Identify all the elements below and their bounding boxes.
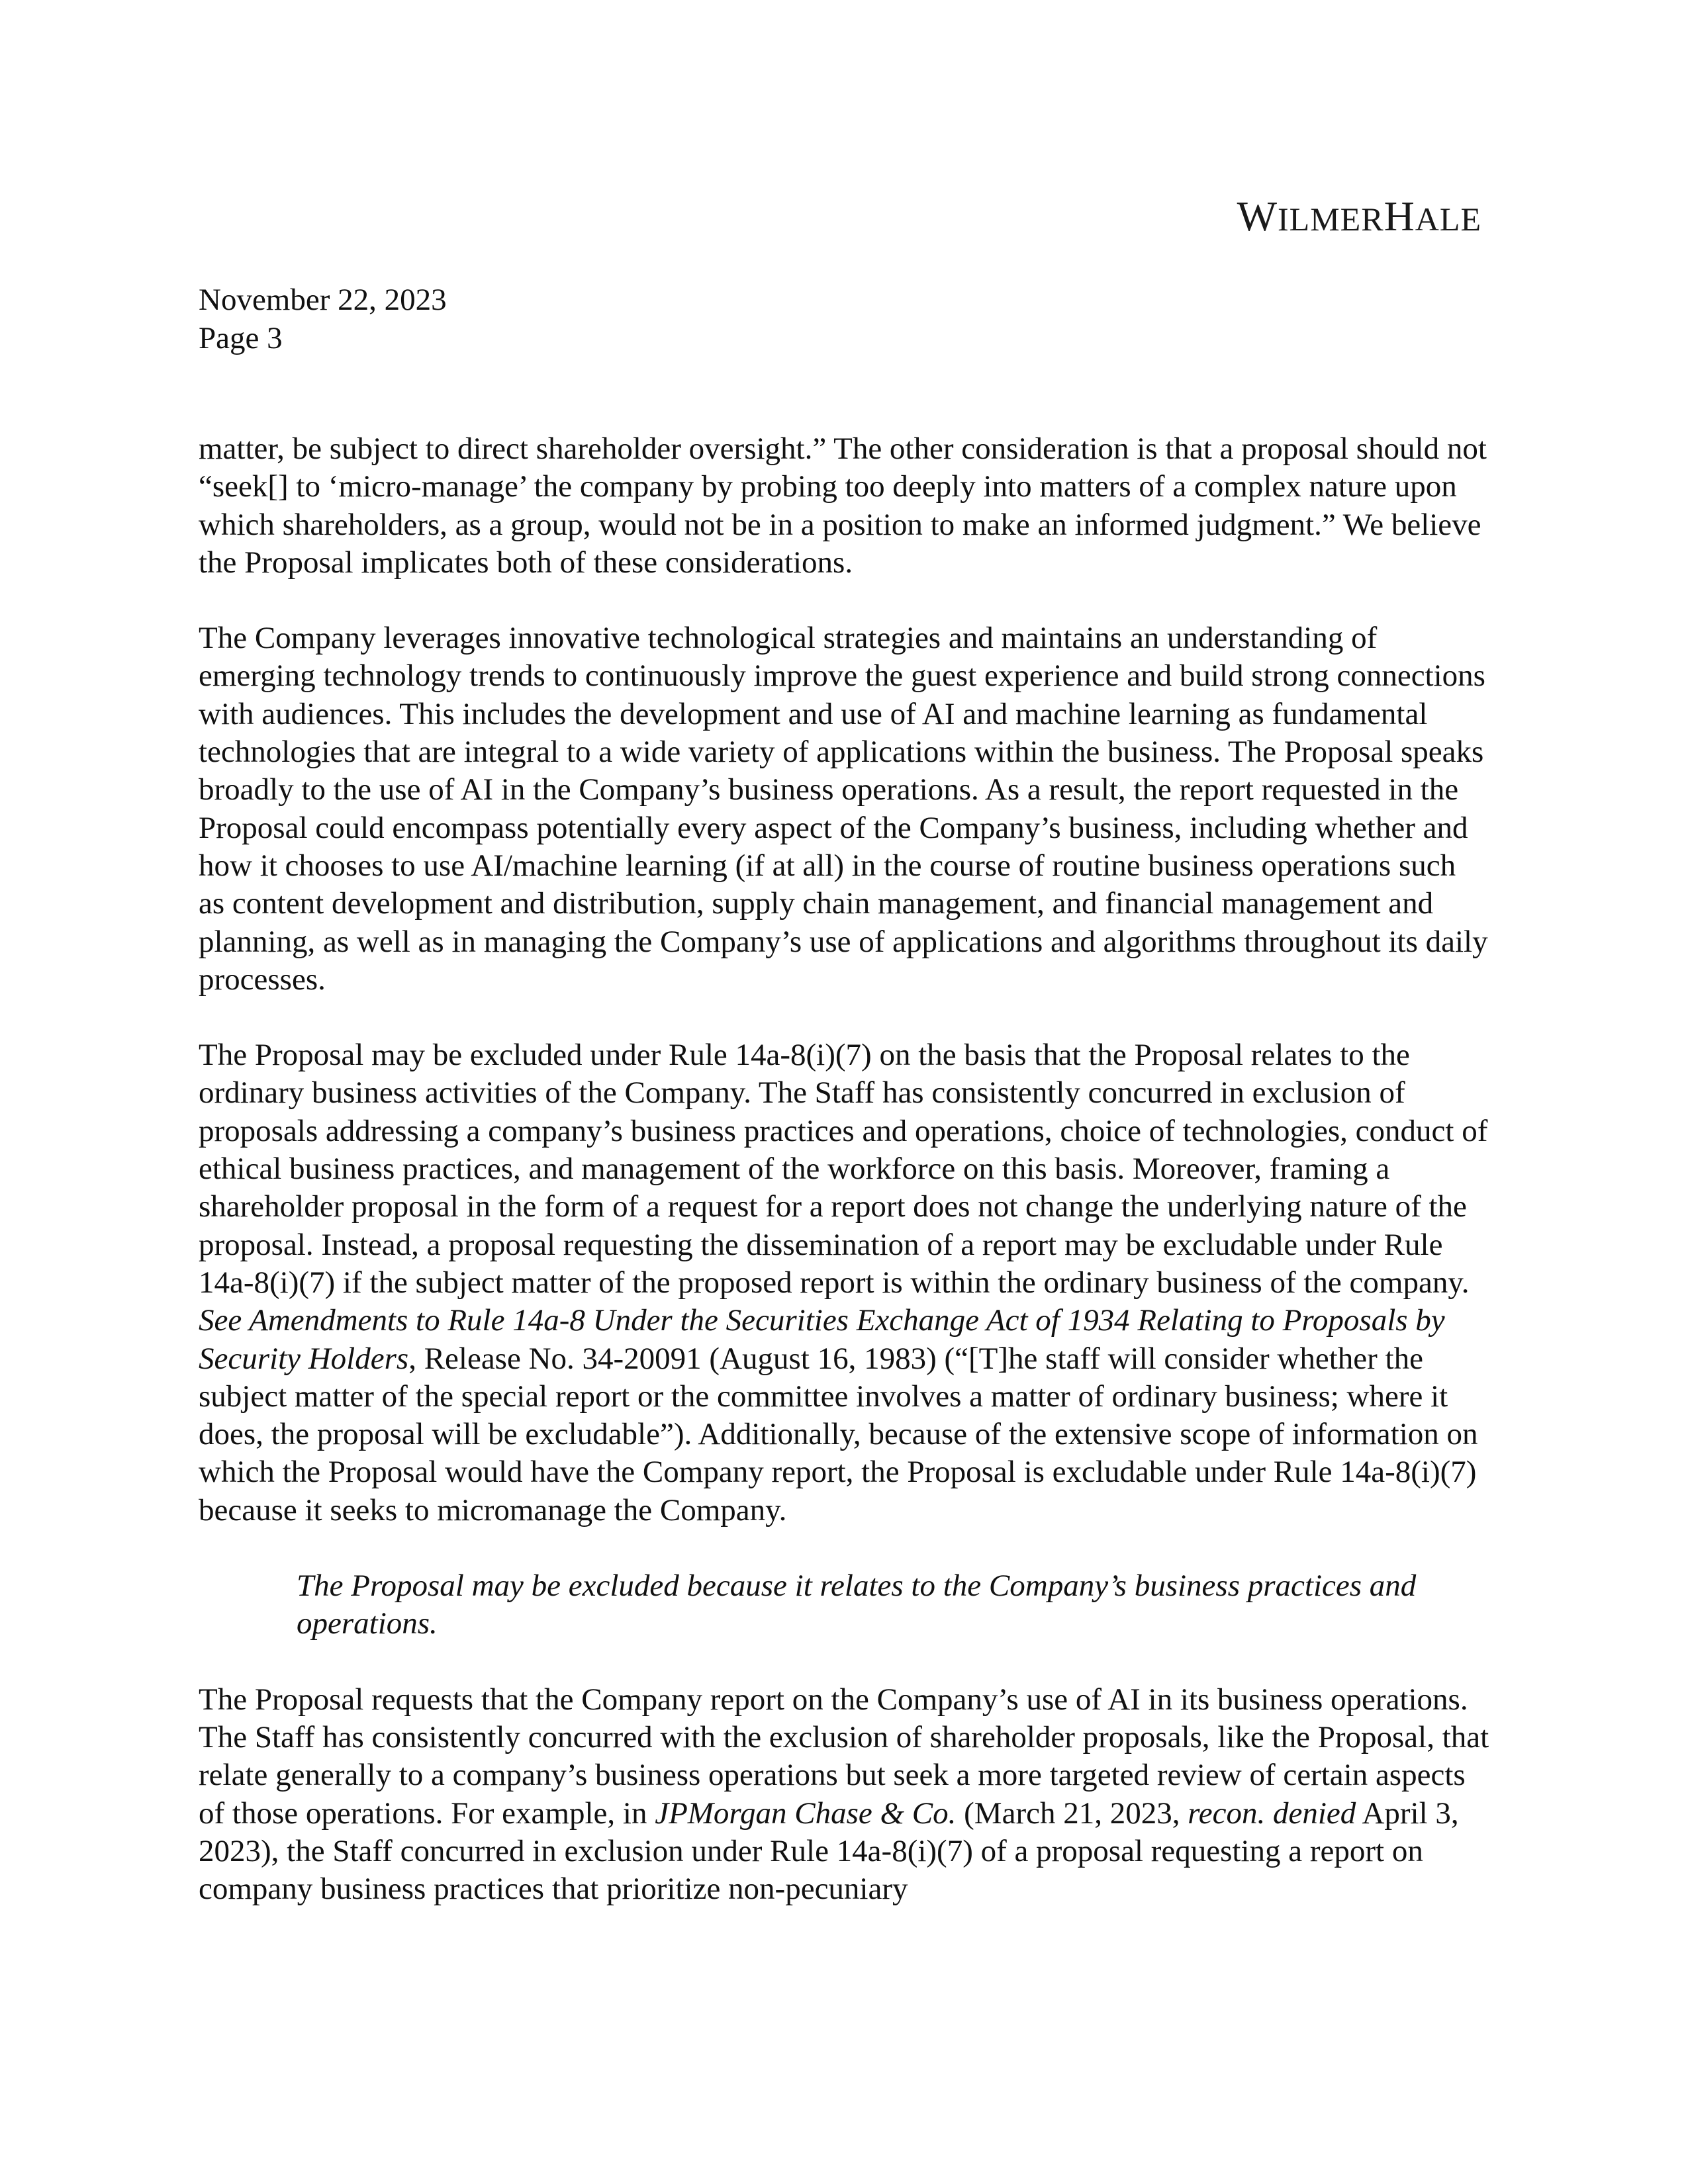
paragraph-3 xyxy=(199,1036,1489,1529)
release-citation: See Amendments to Rule 14a-8 Under the Securities Exchange Act of 1934 Relating to Proposals by Security Holders xyxy=(199,1303,1445,1376)
section-subheading: The Proposal may be excluded because it relates to the Company’s business practices and operations. xyxy=(297,1569,1417,1641)
paragraph-4-text-b: (March 21, 2023, xyxy=(956,1796,1188,1831)
letter-body xyxy=(199,430,1489,1946)
letter-header xyxy=(199,281,447,357)
paragraph-1: matter, be subject to direct shareholder oversight.” The other consideration is that a proposal should not “seek[] to ‘micro-manage’ the company by probing too deeply into matters of a complex nature upon which shareholders, as a group, would not be in a position to make an informed judgment.” We believe the Proposal implicates both of these considerations. xyxy=(199,432,1487,580)
paragraph-4-text-a: The Proposal requests that the Company report on the Company’s use of AI in its business operations. The Staff has consistently concurred with the exclusion of shareholder proposals, like the Proposal, that relate generally to a company’s business operations but seek a more targeted review of certain aspects of those operations. For example, in xyxy=(199,1682,1489,1831)
page-number: Page 3 xyxy=(199,321,283,355)
paragraph-4 xyxy=(199,1681,1489,1909)
paragraph-3-text-b: , Release No. 34-20091 (August 16, 1983) (“[T]he staff will consider whether the subject matter of the special report or the committee involves a matter of ordinary business; where it does, the proposal will be excludable”). Additionally, because of the extensive scope of information on which the Proposal would have the Company report, the Proposal is excludable under Rule 14a-8(i)(7) because it seeks to micromanage the Company. xyxy=(199,1341,1478,1527)
case-name-jpmorgan: JPMorgan Chase & Co. xyxy=(655,1796,957,1831)
wilmerhale-logo: WILMERHALE xyxy=(1237,193,1481,240)
paragraph-2: The Company leverages innovative technological strategies and maintains an understanding of emerging technology trends to continuously improve the guest experience and build strong connections with audiences. This includes the development and use of AI and machine learning as fundamental technologies that are integral to a wide variety of applications within the business. The Proposal speaks broadly to the use of AI in the Company’s business operations. As a result, the report requested in the Proposal could encompass potentially every aspect of the Company’s business, including whether and how it chooses to use AI/machine learning (if at all) in the course of routine business operations such as content development and distribution, supply chain management, and financial management and planning, as well as in managing the Company’s use of applications and algorithms throughout its daily processes. xyxy=(199,621,1488,997)
letter-date: November 22, 2023 xyxy=(199,283,447,317)
paragraph-4-text-c: April 3, 2023), the Staff concurred in exclusion under Rule 14a-8(i)(7) of a proposal requesting a report on company business practices that prioritize non-pecuniary xyxy=(199,1796,1459,1907)
paragraph-3-text-a: The Proposal may be excluded under Rule 14a-8(i)(7) on the basis that the Proposal relates to the ordinary business activities of the Company. The Staff has consistently concurred in exclusion of proposals addressing a company’s business practices and operations, choice of technologies, conduct of ethical business practices, and management of the workforce on this basis. Moreover, framing a shareholder proposal in the form of a request for a report does not change the underlying nature of the proposal. Instead, a proposal requesting the dissemination of a report may be excludable under Rule 14a-8(i)(7) if the subject matter of the proposed report is within the ordinary business of the company. xyxy=(199,1038,1488,1300)
recon-denied: recon. denied xyxy=(1188,1796,1356,1831)
